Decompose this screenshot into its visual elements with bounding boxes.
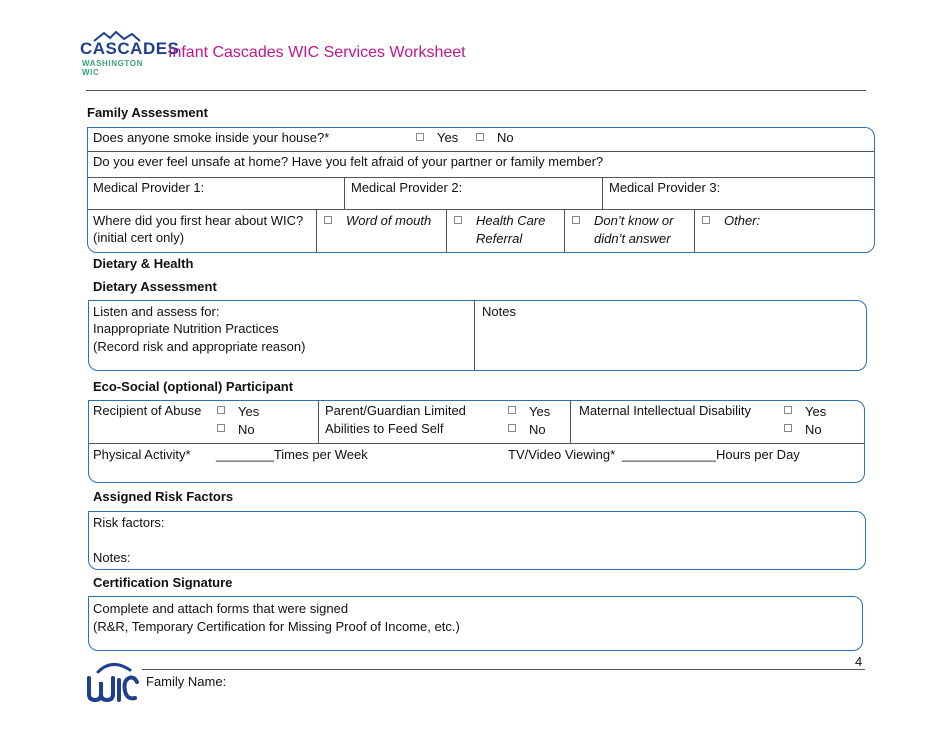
word-of-mouth-checkbox[interactable] [324,216,332,224]
dietary-assessment-heading: Dietary Assessment [93,279,217,294]
smoke-yes-checkbox[interactable] [416,133,424,141]
abuse-no-label: No [238,422,255,437]
smoke-yes-label: Yes [437,130,459,145]
other-label: Other: [724,213,761,228]
other-checkbox[interactable] [702,216,710,224]
guardian-label-1: Parent/Guardian Limited [325,403,466,418]
guardian-no-label: No [529,422,546,437]
page-title: Infant Cascades WIC Services Worksheet [168,44,466,61]
medical-provider-3[interactable]: Medical Provider 3: [609,180,721,195]
dietary-line-3: (Record risk and appropriate reason) [93,339,306,354]
physical-activity-field[interactable]: ________Times per Week [216,447,368,462]
health-care-label-1: Health Care [476,213,546,228]
hear-question-line1: Where did you first hear about WIC? [93,213,304,228]
logo-wordmark: CASCADES [80,39,180,58]
maternal-no-label: No [805,422,822,437]
logo-subtitle: WASHINGTON WIC [82,59,143,77]
smoke-no-label: No [497,130,514,145]
certification-line-2: (R&R, Temporary Certification for Missing Proof of Income, etc.) [93,619,460,634]
guardian-yes-label: Yes [529,404,551,419]
abuse-no-checkbox[interactable] [217,424,225,432]
maternal-disability-label: Maternal Intellectual Disability [579,403,751,418]
abuse-yes-label: Yes [238,404,260,419]
certification-heading: Certification Signature [93,575,233,590]
physical-activity-label: Physical Activity* [93,447,191,462]
risk-factors-heading: Assigned Risk Factors [93,489,234,504]
abuse-yes-checkbox[interactable] [217,406,225,414]
unsafe-question: Do you ever feel unsafe at home? Have you felt afraid of your partner or family member? [93,154,604,169]
health-care-referral-checkbox[interactable] [454,216,462,224]
guardian-no-checkbox[interactable] [508,424,516,432]
guardian-label-2: Abilities to Feed Self [325,421,444,436]
eco-social-heading: Eco-Social (optional) Participant [93,379,294,394]
smoke-question: Does anyone smoke inside your house?* [93,130,330,145]
dietary-line-2: Inappropriate Nutrition Practices [93,321,279,336]
maternal-yes-label: Yes [805,404,827,419]
dont-know-label-1: Don’t know or [594,213,674,228]
footer-divider [142,669,865,670]
medical-provider-1[interactable]: Medical Provider 1: [93,180,205,195]
dont-know-label-2: didn’t answer [594,231,671,246]
wic-logo-icon [84,660,140,704]
family-name-label[interactable]: Family Name: [146,674,227,689]
tv-viewing-field[interactable]: _____________Hours per Day [622,447,800,462]
hear-question-line2: (initial cert only) [93,230,185,245]
family-assessment-heading: Family Assessment [87,105,208,120]
cascades-logo [80,30,180,77]
medical-provider-2[interactable]: Medical Provider 2: [351,180,463,195]
maternal-no-checkbox[interactable] [784,424,792,432]
guardian-yes-checkbox[interactable] [508,406,516,414]
dietary-line-1: Listen and assess for: [93,304,220,319]
dietary-health-heading: Dietary & Health [93,256,194,271]
health-care-label-2: Referral [476,231,523,246]
tv-viewing-label: TV/Video Viewing* [508,447,616,462]
word-of-mouth-label: Word of mouth [346,213,432,228]
risk-notes-label[interactable]: Notes: [93,550,131,565]
smoke-no-checkbox[interactable] [476,133,484,141]
dietary-notes-label[interactable]: Notes [482,304,516,319]
maternal-yes-checkbox[interactable] [784,406,792,414]
header-divider [86,90,866,91]
risk-factors-box [88,511,866,570]
certification-line-1: Complete and attach forms that were signed [93,601,349,616]
risk-factors-label[interactable]: Risk factors: [93,515,165,530]
recipient-of-abuse-label: Recipient of Abuse [93,403,202,418]
page-number: 4 [855,654,863,669]
dont-know-checkbox[interactable] [572,216,580,224]
